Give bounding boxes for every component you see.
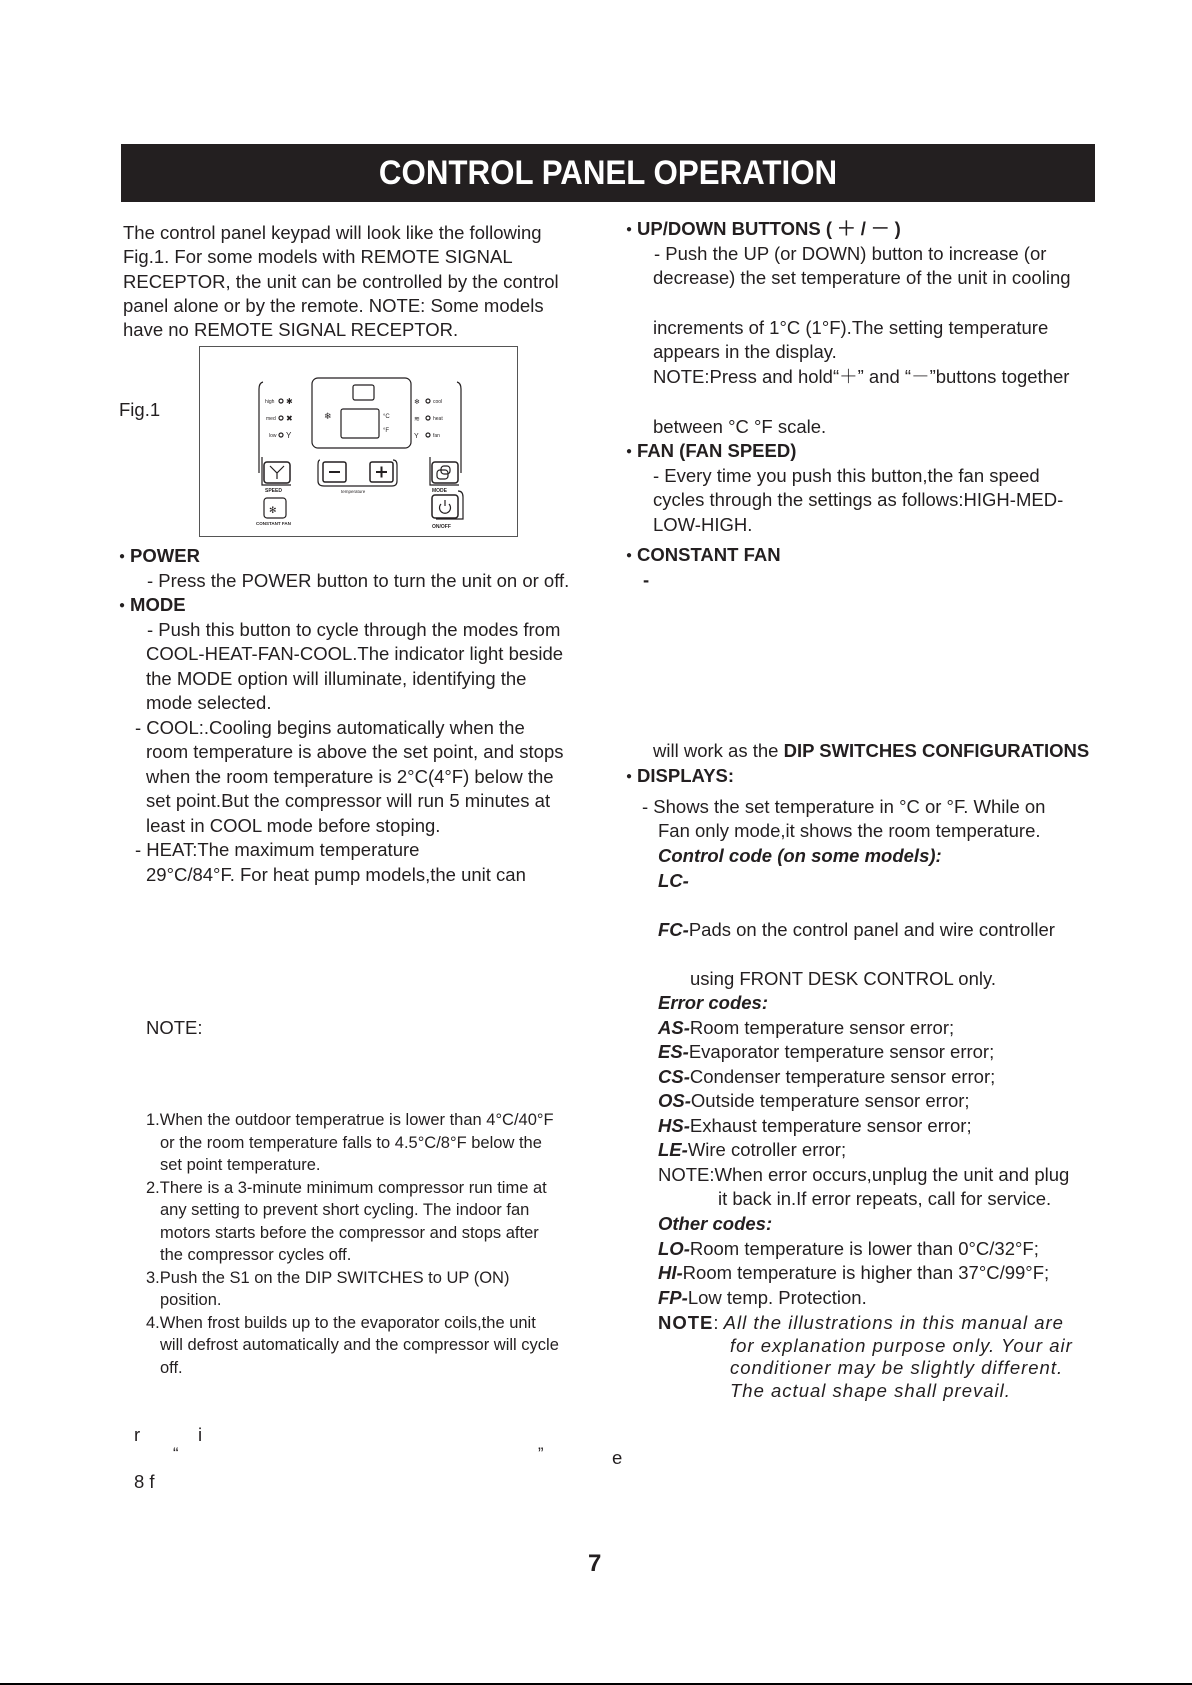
svg-text:high: high [265, 399, 275, 405]
updown-line: decrease) the set temperature of the unit in cooling [653, 267, 1071, 288]
final-note-line: The actual shape shall prevail. [730, 1380, 1011, 1401]
error-note: NOTE:When error occurs,unplug the unit and plug [658, 1164, 1070, 1185]
svg-text:ON/OFF: ON/OFF [432, 524, 451, 530]
other-code-row: FP-Low temp. Protection. [658, 1287, 867, 1308]
control-panel-illustration [200, 347, 517, 536]
cool-line: room temperature is above the set point, and stops [146, 741, 564, 762]
text-fragment: “ [173, 1445, 179, 1463]
updown-line: appears in the display. [653, 341, 837, 362]
cool-line: least in COOL mode before stoping. [146, 815, 441, 836]
svg-text:Y: Y [286, 431, 292, 440]
control-code-heading: Control code (on some models): [658, 845, 942, 866]
error-code-row: HS-Exhaust temperature sensor error; [658, 1115, 972, 1136]
error-code-row: OS-Outside temperature sensor error; [658, 1090, 970, 1111]
constant-fan-tail: will work as the DIP SWITCHES CONFIGURATIONS [653, 740, 1090, 761]
svg-text:✱: ✱ [286, 397, 293, 406]
final-note: NOTE: All the illustrations in this manual are [658, 1312, 1064, 1333]
error-codes-heading: Error codes: [658, 992, 769, 1013]
final-note-line: conditioner may be slightly different. [730, 1357, 1064, 1378]
svg-text:temperature: temperature [341, 489, 366, 494]
updown-heading: ● UP/DOWN BUTTONS ( ＋ / － ) [626, 217, 901, 246]
heat-line: 29°C/84°F. For heat pump models,the unit can [146, 864, 526, 885]
mode-line: the MODE option will illuminate, identifying the [146, 668, 527, 689]
text-fragment: ” [538, 1445, 544, 1463]
text-fragment: i [198, 1424, 203, 1445]
error-code-row: AS-Room temperature sensor error; [658, 1017, 955, 1038]
error-code-row: LE-Wire cotroller error; [658, 1139, 847, 1160]
error-note: it back in.If error repeats, call for service. [718, 1188, 1052, 1209]
note-label: NOTE: [146, 1017, 203, 1038]
fan-line: LOW-HIGH. [653, 514, 753, 535]
power-text: - Press the POWER button to turn the unit on or off. [147, 570, 570, 591]
svg-text:✖: ✖ [286, 414, 293, 423]
text-fragment: r [134, 1424, 141, 1445]
heat-line: - HEAT:The maximum temperature [135, 839, 420, 860]
svg-text:°F: °F [383, 428, 390, 434]
updown-line: between °C °F scale. [653, 416, 827, 437]
note-item: 4.When frost builds up to the evaporator coils,the unit [146, 1314, 536, 1332]
control-panel-figure [199, 346, 518, 537]
intro-line: RECEPTOR, the unit can be controlled by the control [123, 271, 559, 292]
other-codes-heading: Other codes: [658, 1213, 773, 1234]
note-item: the compressor cycles off. [160, 1246, 352, 1264]
svg-text:low: low [269, 433, 277, 439]
control-code-fc: FC-Pads on the control panel and wire controller [658, 919, 1055, 940]
svg-text:≋: ≋ [414, 416, 420, 423]
svg-text:MODE: MODE [432, 488, 447, 494]
svg-text:CONSTANT FAN: CONSTANT FAN [256, 521, 291, 526]
note-item: will defrost automatically and the compressor will cycle [160, 1336, 559, 1354]
svg-text:°C: °C [383, 414, 390, 420]
power-heading: ● POWER [119, 544, 200, 573]
svg-text:med: med [266, 416, 276, 422]
page-title: CONTROL PANEL OPERATION [378, 153, 838, 192]
mode-line: COOL-HEAT-FAN-COOL.The indicator light beside [146, 643, 564, 664]
cool-line: - COOL:.Cooling begins automatically when the [135, 717, 525, 738]
text-fragment: 8 f [134, 1471, 155, 1492]
note-item: any setting to prevent short cycling. The indoor fan [160, 1201, 530, 1219]
note-item: set point temperature. [160, 1156, 321, 1174]
displays-line: Fan only mode,it shows the room temperature. [658, 820, 1041, 841]
intro-line: The control panel keypad will look like the following [123, 222, 542, 243]
note-item: position. [160, 1291, 222, 1309]
svg-text:❄: ❄ [324, 411, 332, 421]
svg-text:SPEED: SPEED [265, 488, 282, 494]
cool-line: set point.But the compressor will run 5 minutes at [146, 790, 551, 811]
note-item: motors starts before the compressor and stops after [160, 1224, 539, 1242]
svg-text:✻: ✻ [269, 505, 277, 515]
text-fragment: e [612, 1447, 623, 1468]
control-code-lc: LC- [658, 870, 689, 891]
svg-text:Y: Y [414, 433, 419, 440]
intro-line: have no REMOTE SIGNAL RECEPTOR. [123, 319, 459, 340]
updown-line: increments of 1°C (1°F).The setting temperature [653, 317, 1049, 338]
updown-line: - Push the UP (or DOWN) button to increase (or [654, 243, 1047, 264]
constant-fan-dash: - [643, 569, 650, 590]
page-number: 7 [588, 1550, 602, 1577]
error-code-row: CS-Condenser temperature sensor error; [658, 1066, 996, 1087]
figure-label: Fig.1 [119, 399, 161, 420]
displays-heading: ● DISPLAYS: [626, 764, 734, 793]
mode-heading: ● MODE [119, 593, 186, 622]
other-code-row: HI-Room temperature is higher than 37°C/99°F; [658, 1262, 1050, 1283]
section-title-banner [121, 144, 1095, 202]
fan-heading: ● FAN (FAN SPEED) [626, 439, 796, 468]
intro-line: Fig.1. For some models with REMOTE SIGNAL [123, 246, 513, 267]
final-note-line: for explanation purpose only. Your air [730, 1335, 1073, 1356]
error-code-row: ES-Evaporator temperature sensor error; [658, 1041, 995, 1062]
constant-fan-heading: ● CONSTANT FAN [626, 543, 781, 572]
mode-line: mode selected. [146, 692, 272, 713]
control-code-fc-tail: using FRONT DESK CONTROL only. [690, 968, 997, 989]
other-code-row: LO-Room temperature is lower than 0°C/32°F; [658, 1238, 1039, 1259]
mode-line: - Push this button to cycle through the modes from [147, 619, 561, 640]
updown-line: NOTE:Press and hold“＋” and “－”buttons together [653, 366, 1070, 387]
dip-switches-reference: DIP SWITCHES CONFIGURATIONS [783, 740, 1090, 761]
note-item: off. [160, 1359, 183, 1377]
note-item: or the room temperature falls to 4.5°C/8°F below the [160, 1134, 542, 1152]
intro-line: panel alone or by the remote. NOTE: Some models [123, 295, 544, 316]
fan-line: cycles through the settings as follows:HIGH-MED- [653, 489, 1064, 510]
note-item: 1.When the outdoor temperatrue is lower than 4°C/40°F [146, 1111, 554, 1129]
note-item: 3.Push the S1 on the DIP SWITCHES to UP (ON) [146, 1269, 510, 1287]
note-item: 2.There is a 3-minute minimum compressor run time at [146, 1179, 547, 1197]
fan-line: - Every time you push this button,the fan speed [653, 465, 1040, 486]
svg-text:❄: ❄ [414, 399, 420, 406]
cool-line: when the room temperature is 2°C(4°F) below the [146, 766, 554, 787]
svg-text:cool: cool [433, 399, 443, 405]
svg-text:heat: heat [433, 416, 443, 422]
svg-text:fan: fan [433, 433, 440, 439]
displays-line: - Shows the set temperature in °C or °F. While on [642, 796, 1046, 817]
